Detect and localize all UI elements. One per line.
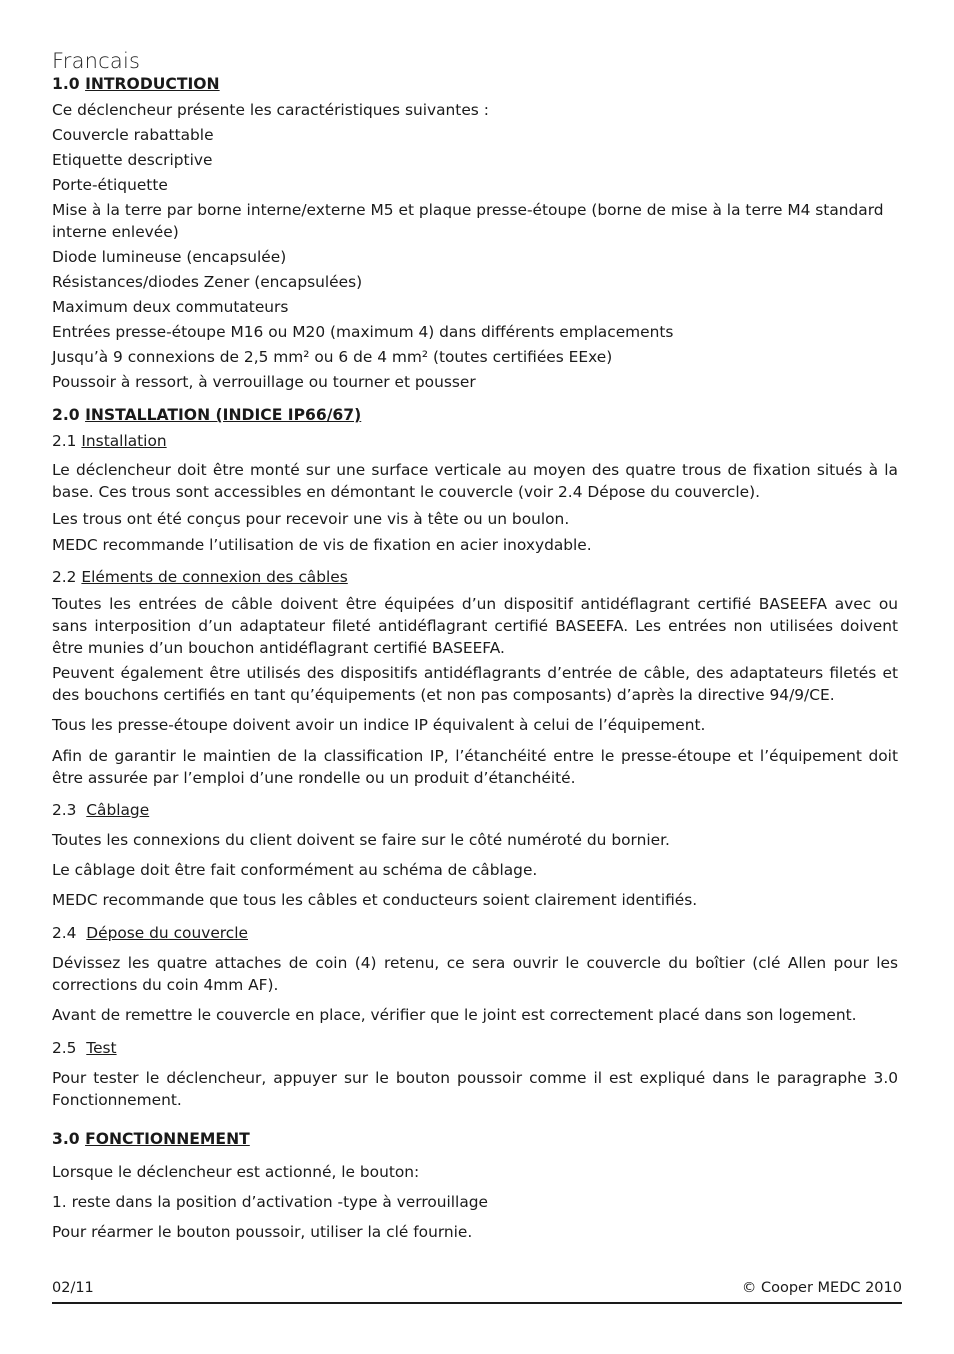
section-title: FONCTIONNEMENT [85, 1130, 250, 1148]
list-item: Maximum deux commutateurs [52, 298, 289, 316]
subsection-title: Câblage [86, 801, 150, 819]
section-title: INSTALLATION (INDICE IP66/67) [85, 406, 362, 424]
subsection-title: Installation [81, 432, 167, 450]
paragraph: Pour réarmer le bouton poussoir, utiliser la clé fournie. [52, 1223, 473, 1241]
list-item: Porte-étiquette [52, 176, 168, 194]
list-item: Jusqu’à 9 connexions de 2,5 mm² ou 6 de 4 mm² (toutes certifiées EExe) [52, 348, 613, 366]
subsection-heading-2-1 [52, 432, 167, 450]
list-item: Entrées presse-étoupe M16 ou M20 (maximum 4) dans différents emplacements [52, 323, 674, 341]
footer-divider [52, 1302, 902, 1304]
footer-date: 02/11 [52, 1280, 94, 1296]
paragraph: Toutes les entrées de câble doivent être équipées d’un dispositif antidéflagrant certifié BASEEFA avec ou sans interposition d’un adaptateur fileté antidéflagrant certifié BASEEFA. Les entrées non utilisées doivent être munies d’un bouchon antidéflagrant certifié BASEEFA. [52, 595, 898, 657]
section-heading-introduction [52, 75, 220, 93]
subsection-title: Dépose du couvercle [86, 924, 248, 942]
paragraph: Pour tester le déclencheur, appuyer sur le bouton poussoir comme il est expliqué dans le paragraphe 3.0 Fonctionnement. [52, 1069, 898, 1109]
subsection-number: 2.1 [52, 432, 77, 450]
section-heading-fonctionnement [52, 1130, 250, 1148]
paragraph: Afin de garantir le maintien de la classification IP, l’étanchéité entre le presse-étoupe et l’équipement doit être assurée par l’emploi d’une rondelle ou un produit d’étanchéité. [52, 747, 898, 787]
subsection-heading-2-3 [52, 801, 149, 819]
footer-copyright: © Cooper MEDC 2010 [741, 1280, 902, 1296]
section-number: 1.0 [52, 75, 80, 93]
subsection-heading-2-5 [52, 1039, 117, 1057]
list-item: Etiquette descriptive [52, 151, 213, 169]
section-number: 3.0 [52, 1130, 80, 1148]
list-item: Mise à la terre par borne interne/externe M5 et plaque presse-étoupe (borne de mise à la terre M4 standard interne enlevée) [52, 201, 884, 241]
list-item: Diode lumineuse (encapsulée) [52, 248, 287, 266]
paragraph: Avant de remettre le couvercle en place, vérifier que le joint est correctement placé dans son logement. [52, 1006, 857, 1024]
paragraph: MEDC recommande que tous les câbles et conducteurs soient clairement identifiés. [52, 891, 698, 909]
list-item: Poussoir à ressort, à verrouillage ou tourner et pousser [52, 373, 476, 391]
section-title: INTRODUCTION [85, 75, 220, 93]
paragraph: Peuvent également être utilisés des dispositifs antidéflagrants d’entrée de câble, des adaptateurs filetés et des bouchons certifiés en tant qu’équipements (et non pas composants) d’après la directive 94/9/CE. [52, 664, 898, 704]
subsection-number: 2.4 [52, 924, 77, 942]
paragraph: 1. reste dans la position d’activation -type à verrouillage [52, 1193, 488, 1211]
subsection-number: 2.5 [52, 1039, 77, 1057]
list-item: Couvercle rabattable [52, 126, 214, 144]
paragraph: Dévissez les quatre attaches de coin (4) retenu, ce sera ouvrir le couvercle du boîtier (clé Allen pour les corrections du coin 4mm AF). [52, 954, 898, 994]
paragraph: Les trous ont été conçus pour recevoir une vis à tête ou un boulon. [52, 510, 570, 528]
subsection-heading-2-2 [52, 568, 348, 586]
language-heading: Francais [52, 49, 141, 73]
paragraph: MEDC recommande l’utilisation de vis de fixation en acier inoxydable. [52, 536, 592, 554]
subsection-title: Eléments de connexion des câbles [81, 568, 348, 586]
paragraph: Le déclencheur doit être monté sur une surface verticale au moyen des quatre trous de fixation situés à la base. Ces trous sont accessibles en démontant le couvercle (voir 2.4 Dépose du couvercle). [52, 461, 898, 501]
paragraph: Toutes les connexions du client doivent se faire sur le côté numéroté du bornier. [52, 831, 670, 849]
section-heading-installation [52, 406, 361, 424]
intro-text: Ce déclencheur présente les caractéristiques suivantes : [52, 101, 489, 119]
paragraph: Lorsque le déclencheur est actionné, le bouton: [52, 1163, 420, 1181]
paragraph: Tous les presse-étoupe doivent avoir un indice IP équivalent à celui de l’équipement. [52, 716, 706, 734]
subsection-number: 2.2 [52, 568, 77, 586]
subsection-number: 2.3 [52, 801, 77, 819]
subsection-heading-2-4 [52, 924, 248, 942]
section-number: 2.0 [52, 406, 80, 424]
subsection-title: Test [86, 1039, 117, 1057]
list-item: Résistances/diodes Zener (encapsulées) [52, 273, 363, 291]
paragraph: Le câblage doit être fait conformément au schéma de câblage. [52, 861, 538, 879]
